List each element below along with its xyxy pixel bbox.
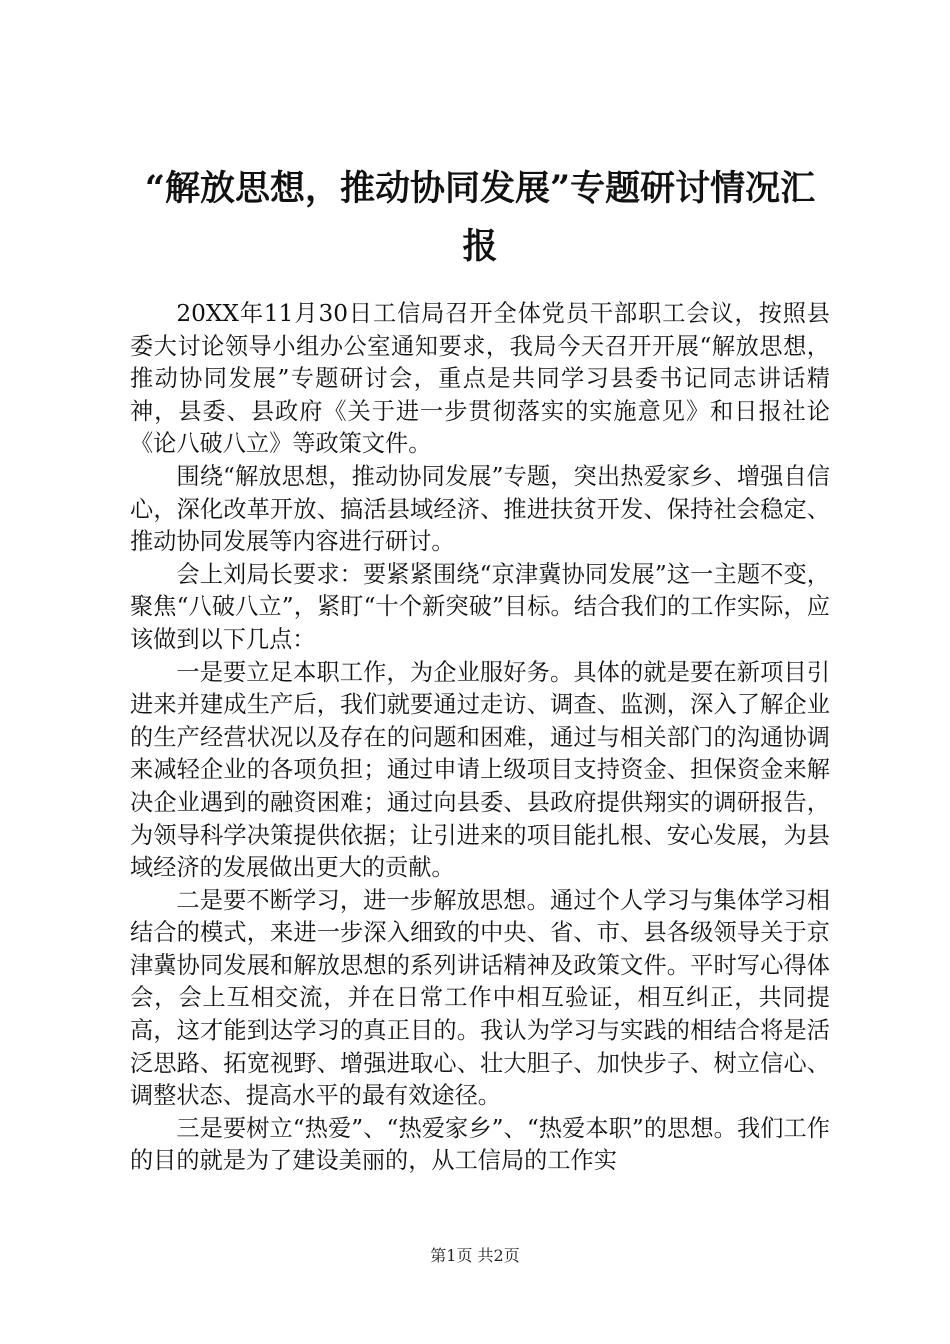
paragraph-2: 围绕“解放思想，推动协同发展”专题，突出热爱家乡、增强自信心，深化改革开放、搞活县域经济、推进扶贫开发、保持社会稳定、推动协同发展等内容进行研讨。: [130, 462, 830, 556]
paragraph-4: 一是要立足本职工作，为企业服好务。具体的就是要在新项目引进来并建成生产后，我们就要通过走访、调查、监测，深入了解企业的生产经营状况以及存在的问题和困难，通过与相关部门的沟通协调来减轻企业的各项负担；通过申请上级项目支持资金、担保资金来解决企业遇到的融资困难；通过向县委、县政府提供翔实的调研报告，为领导科学决策提供依据；让引进来的项目能扎根、安心发展，为县域经济的发展做出更大的贡献。: [130, 658, 830, 882]
document-title: “解放思想，推动协同发展”专题研讨情况汇报: [144, 168, 816, 267]
document-body: [130, 298, 830, 1178]
paragraph-5: 二是要不断学习，进一步解放思想。通过个人学习与集体学习相结合的模式，来进一步深入细致的中央、省、市、县各级领导关于京津冀协同发展和解放思想的系列讲话精神及政策文件。平时写心得体会，会上互相交流，并在日常工作中相互验证，相互纠正，共同提高，这才能到达学习的真正目的。我认为学习与实践的相结合将是活泛思路、拓宽视野、增强进取心、壮大胆子、加快步子、树立信心、调整状态、提高水平的最有效途径。: [130, 886, 830, 1110]
paragraph-1: 20XX年11月30日工信局召开全体党员干部职工会议，按照县委大讨论领导小组办公室通知要求，我局今天召开开展“解放思想，推动协同发展”专题研讨会，重点是共同学习县委书记同志讲话精神，县委、县政府《关于进一步贯彻落实的实施意见》和日报社论《论八破八立》等政策文件。: [130, 300, 830, 458]
paragraph-3: 会上刘局长要求：要紧紧围绕“京津冀协同发展”这一主题不变，聚焦“八破八立”，紧盯“十个新突破”目标。结合我们的工作实际，应该做到以下几点：: [130, 560, 830, 653]
page-number-footer: 第1页 共2页: [430, 1246, 520, 1265]
paragraph-6: 三是要树立“热爱”、“热爱家乡”、“热爱本职”的思想。我们工作的目的就是为了建设美丽的，从工信局的工作实: [130, 1114, 830, 1175]
